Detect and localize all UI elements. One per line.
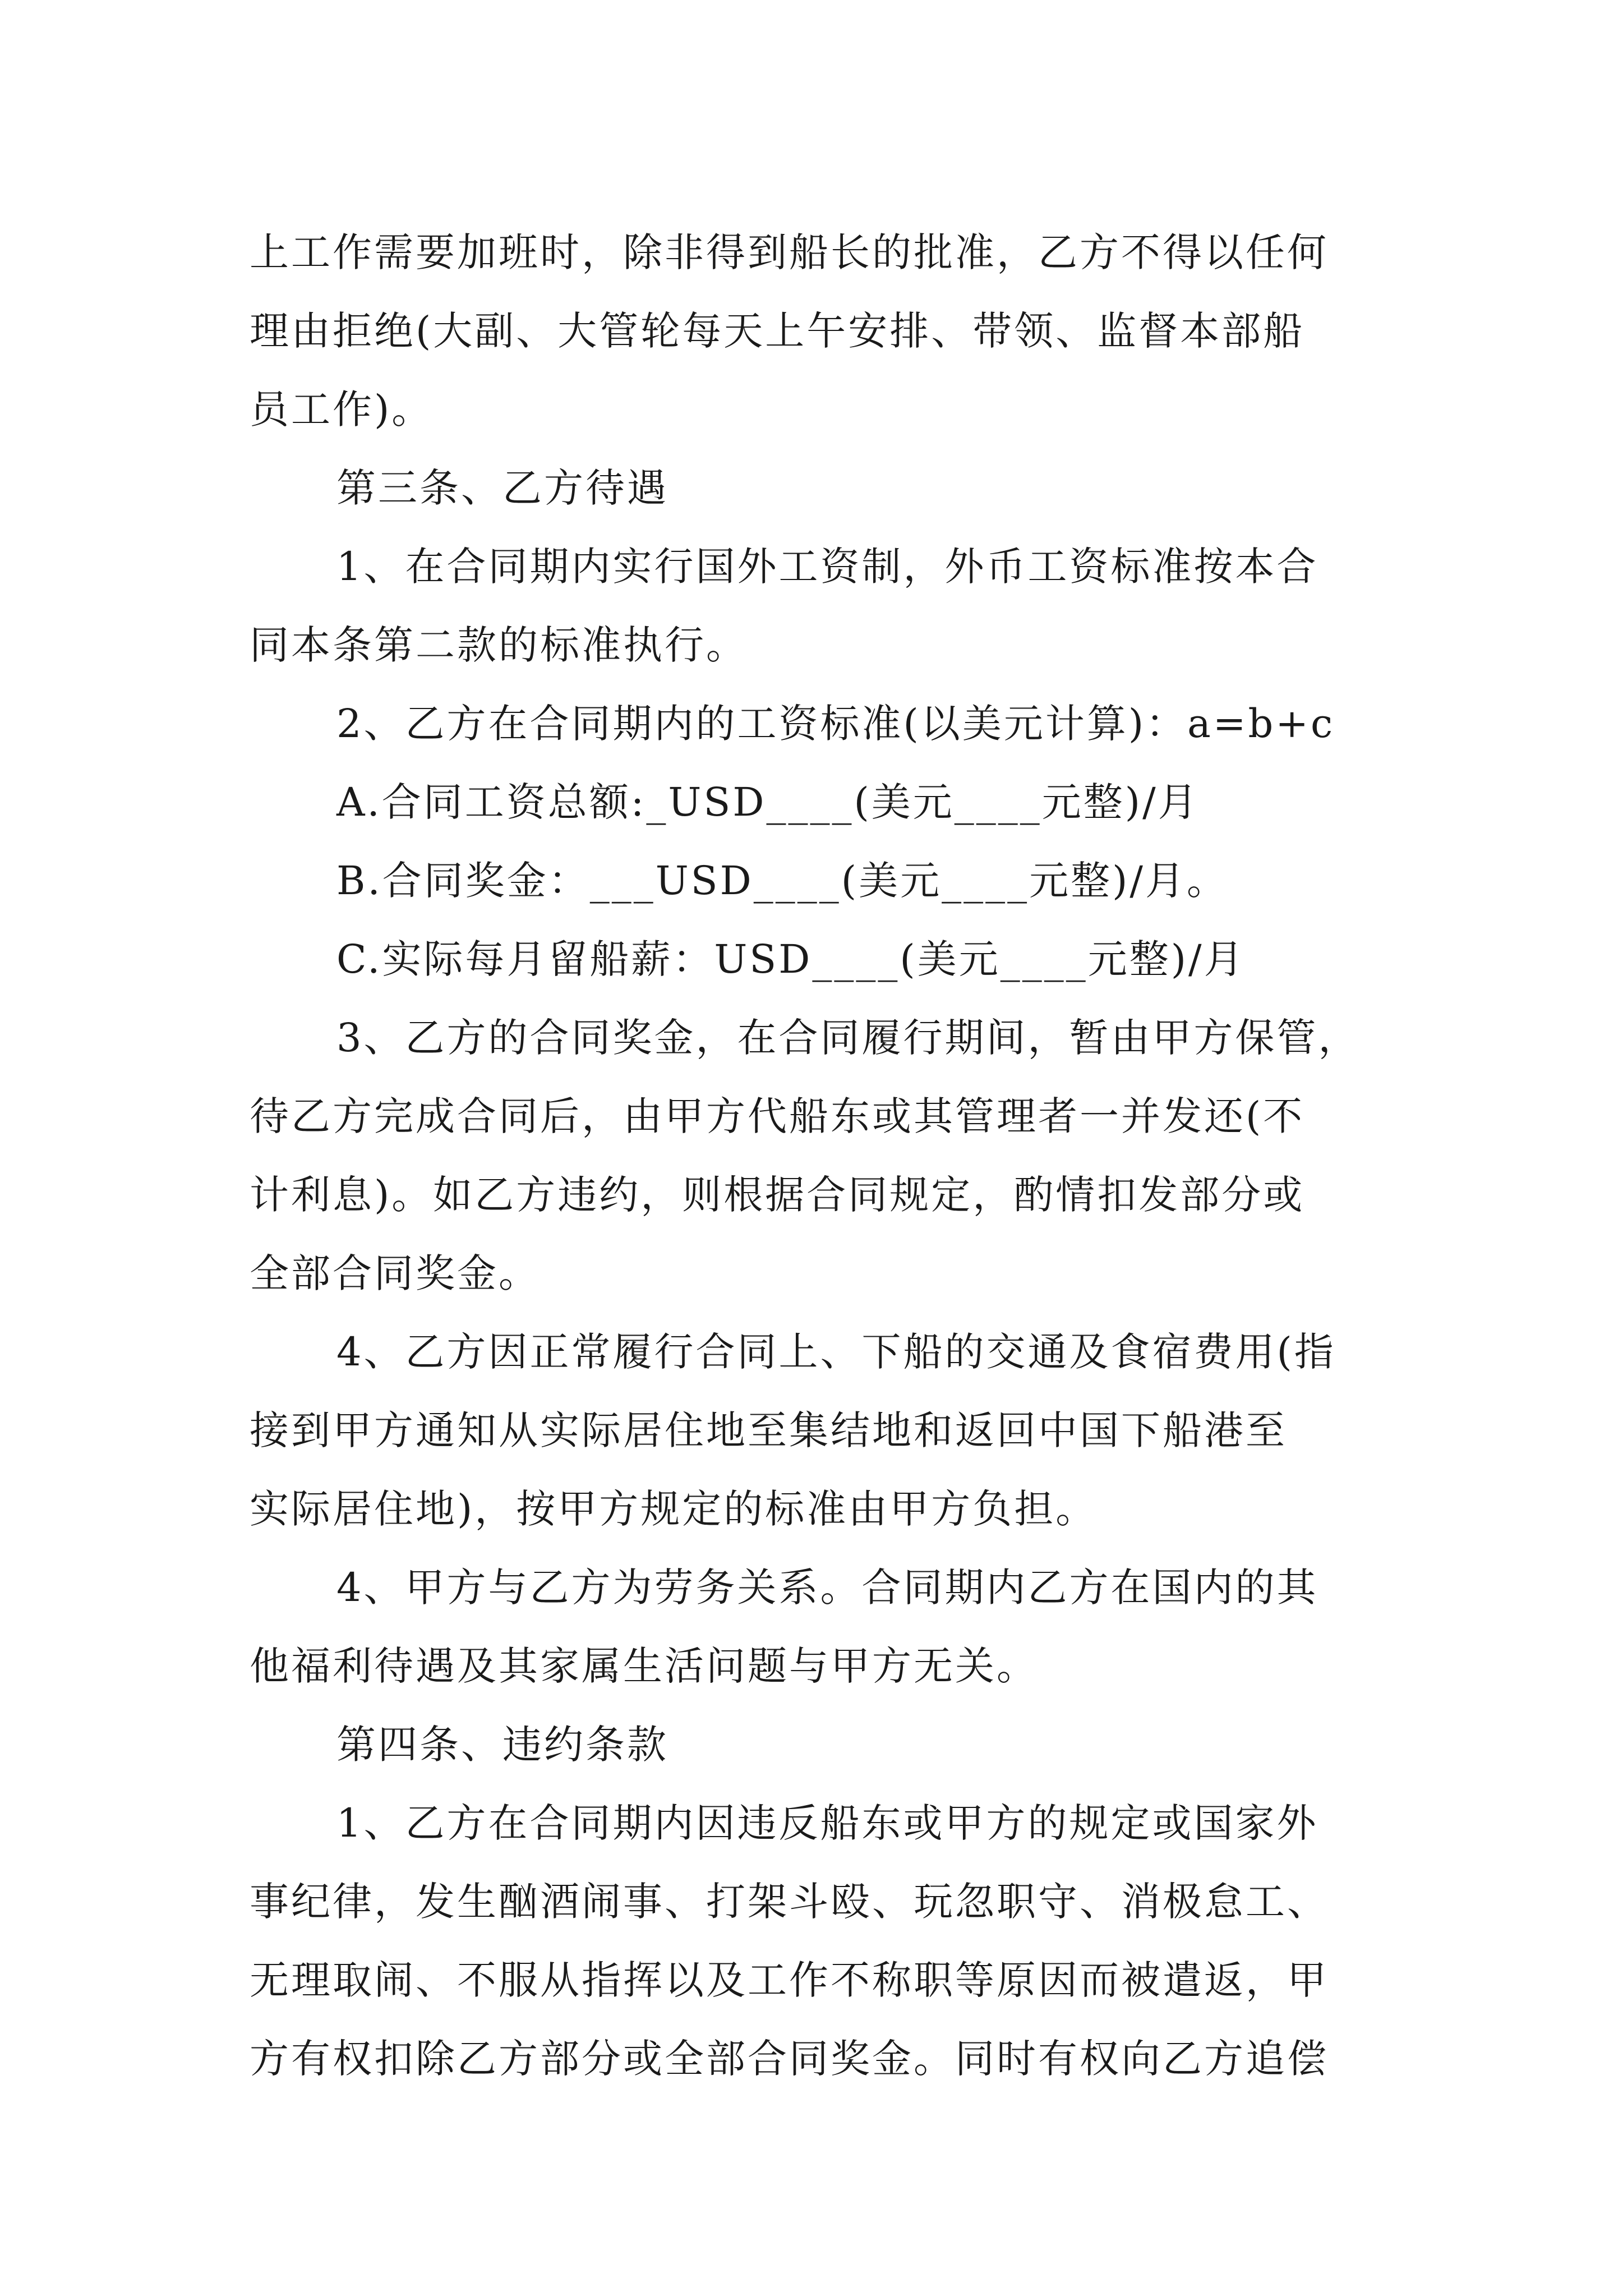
section-heading: 第三条、乙方待遇 xyxy=(336,465,668,511)
text-line: 事纪律，发生酗酒闹事、打架斗殴、玩忽职守、消极怠工、 xyxy=(250,1879,1329,1925)
paragraph-start: 4、甲方与乙方为劳务关系。合同期内乙方在国内的其 xyxy=(336,1565,1318,1611)
text-line: 接到甲方通知从实际居住地至集结地和返回中国下船港至 xyxy=(250,1407,1287,1453)
text-line: 他福利待遇及其家属生活问题与甲方无关。 xyxy=(250,1643,1038,1689)
text-line: 全部合同奖金。 xyxy=(250,1250,540,1296)
text-line: 员工作)。 xyxy=(250,386,434,432)
salary-item-c: C.实际每月留船薪：USD____(美元____元整)/月 xyxy=(336,936,1246,982)
text-line: 上工作需要加班时，除非得到船长的批准，乙方不得以任何 xyxy=(250,229,1329,275)
document-page xyxy=(250,213,1377,2098)
text-line: 计利息)。如乙方违约，则根据合同规定，酌情扣发部分或 xyxy=(250,1172,1305,1218)
text-line: 无理取闹、不服从指挥以及工作不称职等原因而被遣返，甲 xyxy=(250,1957,1329,2003)
section-heading: 第四条、违约条款 xyxy=(336,1722,668,1768)
text-line: 方有权扣除乙方部分或全部合同奖金。同时有权向乙方追偿 xyxy=(250,2036,1329,2082)
paragraph-start: 4、乙方因正常履行合同上、下船的交通及食宿费用(指 xyxy=(336,1329,1336,1375)
paragraph-start: 1、在合同期内实行国外工资制，外币工资标准按本合 xyxy=(336,544,1318,590)
salary-item-a: A.合同工资总额:_USD____(美元____元整)/月 xyxy=(336,779,1200,825)
text-line: 实际居住地)，按甲方规定的标准由甲方负担。 xyxy=(250,1486,1098,1532)
text-line: 理由拒绝(大副、大管轮每天上午安排、带领、监督本部船 xyxy=(250,308,1305,354)
salary-item-b: B.合同奖金：___USD____(美元____元整)/月。 xyxy=(336,858,1228,904)
text-line: 同本条第二款的标准执行。 xyxy=(250,622,748,668)
paragraph-start: 2、乙方在合同期内的工资标准(以美元计算)：a=b+c xyxy=(336,701,1335,747)
paragraph-start: 1、乙方在合同期内因违反船东或甲方的规定或国家外 xyxy=(336,1800,1318,1846)
paragraph-start: 3、乙方的合同奖金，在合同履行期间，暂由甲方保管， xyxy=(336,1015,1360,1061)
text-line: 待乙方完成合同后，由甲方代船东或其管理者一并发还(不 xyxy=(250,1093,1305,1139)
